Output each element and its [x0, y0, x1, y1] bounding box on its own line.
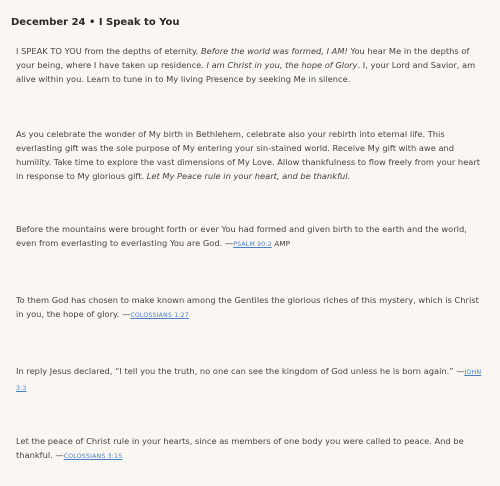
text-segment: You hear Me in the depths of your being, where I have taken up residence.: [16, 46, 470, 70]
scripture-text: Let the peace of Christ rule in your hearts, since as members of one body you were called to peace. And be thankful. —: [16, 436, 464, 460]
scripture-paragraph-2: [16, 293, 484, 323]
text-segment: I SPEAK TO YOU from the depths of eternity.: [16, 46, 201, 56]
scripture-reference-link[interactable]: COLOSSIANS 1:27: [130, 312, 189, 319]
italic-quote: Before the world was formed, I AM!: [200, 46, 348, 56]
devotional-paragraph-2: [16, 127, 484, 183]
devotional-paragraph-1: [16, 44, 484, 86]
scripture-paragraph-1: [16, 222, 484, 252]
text-segment: As you celebrate the wonder of My birth in Bethlehem, celebrate also your rebirth into eternal life. This everlasting gift was the sole purpose of My entering your sin-stained world. Receive My gift with awe and humility. Take time to explore the vast dimensions of My Love. Allow thankfulness to flow freely from your heart in response to My glorious gift.: [16, 129, 481, 181]
italic-quote: Let My Peace rule in your heart, and be thankful.: [146, 171, 351, 181]
scripture-paragraph-4: [16, 434, 484, 464]
scripture-text: To them God has chosen to make known among the Gentiles the glorious riches of this mystery, which is Christ in you, the hope of glory. —: [16, 295, 479, 319]
scripture-paragraph-3: [16, 364, 484, 396]
italic-quote: I am Christ in you, the hope of Glory: [206, 60, 358, 70]
scripture-reference-link[interactable]: PSALM 90:2: [233, 241, 272, 248]
scripture-text: In reply Jesus declared, “I tell you the truth, no one can see the kingdom of God unless he is born again.” —: [16, 366, 465, 376]
page-title: December 24 • I Speak to You: [11, 17, 180, 28]
translation-suffix: AMP: [271, 239, 291, 248]
text-segment: . I, your Lord and Savior, am alive within you. Learn to tune in to My living Presence by seeking Me in silence.: [16, 60, 476, 84]
scripture-reference-link[interactable]: JOHN 3:3: [16, 369, 482, 392]
scripture-reference-link[interactable]: COLOSSIANS 3:15: [63, 453, 123, 460]
scripture-text: Before the mountains were brought forth or ever You had formed and given birth to the earth and the world, even from everlasting to everlasting You are God. —: [16, 224, 467, 248]
